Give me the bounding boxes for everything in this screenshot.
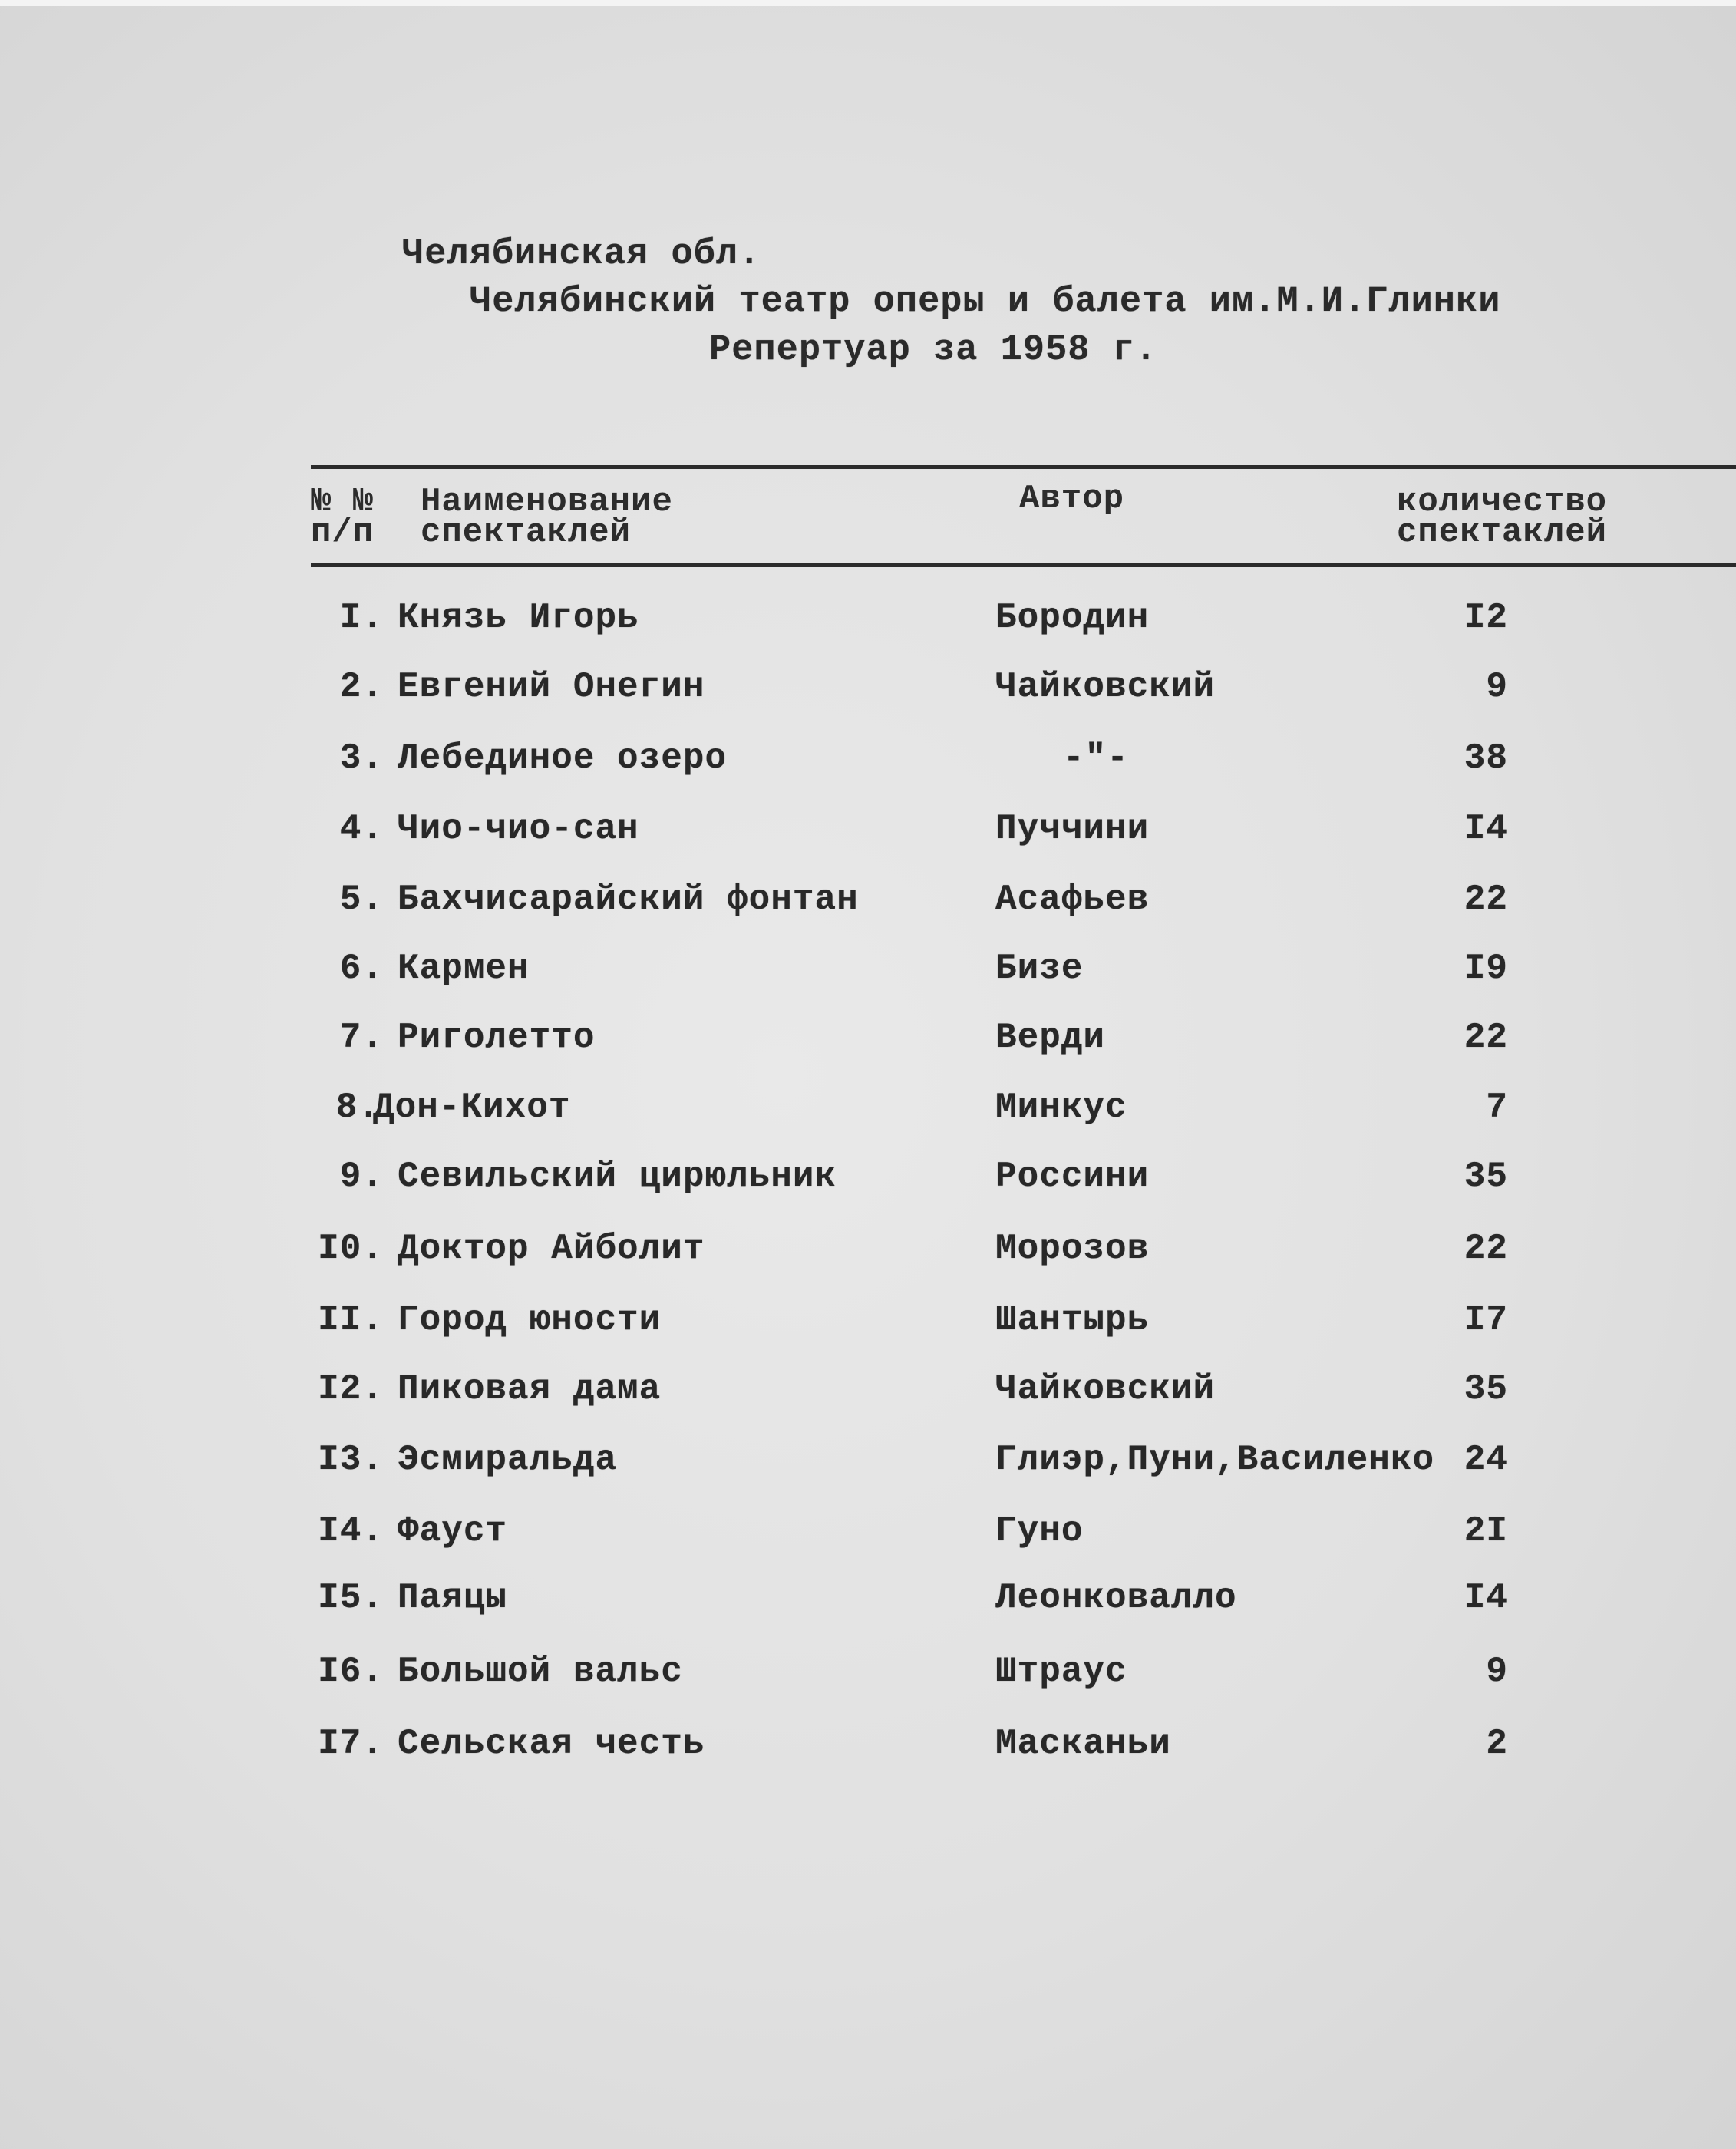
table-row	[0, 1015, 1736, 1061]
row-author: Глиэр,Пуни,Василенко	[995, 1440, 1435, 1480]
row-title: Сельская честь	[398, 1724, 705, 1764]
row-count: 38	[1464, 738, 1508, 778]
col-num-header-line1: № №	[311, 483, 375, 521]
table-row	[0, 1721, 1736, 1767]
row-author: Штраус	[995, 1652, 1127, 1692]
row-author: Масканьи	[995, 1724, 1171, 1764]
table-row	[0, 876, 1736, 923]
row-number: 3.	[339, 738, 384, 778]
table-row	[0, 1297, 1736, 1343]
row-title: Лебединое озеро	[398, 738, 728, 778]
col-num-header-line2: п/п	[311, 513, 375, 552]
row-title: Паяцы	[398, 1578, 508, 1618]
row-count: 35	[1464, 1369, 1508, 1409]
row-title: Князь Игорь	[398, 598, 639, 638]
col-count-header-line2: спектаклей	[1397, 513, 1608, 552]
row-number: 9.	[339, 1157, 384, 1197]
row-author: Морозов	[995, 1229, 1150, 1269]
row-count: 24	[1464, 1440, 1508, 1480]
row-author: Пуччини	[995, 809, 1150, 849]
row-number: 6.	[339, 949, 384, 989]
col-title-header-line2: спектаклей	[421, 513, 632, 552]
row-author: Бизе	[995, 949, 1084, 989]
row-number: I4.	[318, 1511, 384, 1551]
row-count: 7	[1486, 1088, 1508, 1127]
repertoire-title: Репертуар за 1958 г.	[709, 330, 1158, 371]
table-row	[0, 806, 1736, 852]
row-author: Леонковалло	[995, 1578, 1237, 1618]
row-author: -"-	[1063, 738, 1129, 778]
row-author: Шантырь	[995, 1300, 1150, 1340]
table-row	[0, 946, 1736, 992]
row-title: Риголетто	[398, 1018, 596, 1058]
row-author: Гуно	[995, 1511, 1084, 1551]
row-count: I2	[1464, 598, 1508, 638]
table-top-rule	[311, 465, 1736, 469]
row-count: I4	[1464, 809, 1508, 849]
row-title: Пиковая дама	[398, 1369, 662, 1409]
row-count: 9	[1486, 667, 1508, 707]
row-count: 35	[1464, 1157, 1508, 1197]
row-title: Большой вальс	[398, 1652, 683, 1692]
table-row	[0, 664, 1736, 710]
row-title: Севильский цирюльник	[398, 1157, 837, 1197]
row-author: Минкус	[995, 1088, 1127, 1127]
row-title: Евгений Онегин	[398, 667, 705, 707]
row-title: Эсмиральда	[398, 1440, 618, 1480]
row-number: I7.	[318, 1724, 384, 1764]
row-count: 22	[1464, 1229, 1508, 1269]
row-count: 2	[1486, 1724, 1508, 1764]
row-number: I2.	[318, 1369, 384, 1409]
table-row	[0, 1226, 1736, 1272]
table-row	[0, 1437, 1736, 1483]
row-number: 7.	[339, 1018, 384, 1058]
row-number: I5.	[318, 1578, 384, 1618]
institution-line: Челябинский театр оперы и балета им.М.И.Глинки	[470, 282, 1501, 322]
row-author: Россини	[995, 1157, 1150, 1197]
row-title: Дон-Кихот	[373, 1088, 571, 1127]
col-count-header-line1: количество	[1397, 483, 1608, 521]
row-number: 2.	[339, 667, 384, 707]
row-count: I9	[1464, 949, 1508, 989]
row-count: 22	[1464, 880, 1508, 919]
row-count: I4	[1464, 1578, 1508, 1618]
row-author: Чайковский	[995, 667, 1216, 707]
row-count: 9	[1486, 1652, 1508, 1692]
row-number: 4.	[339, 809, 384, 849]
row-title: Фауст	[398, 1511, 508, 1551]
row-number: 5.	[339, 880, 384, 919]
table-header-rule	[311, 563, 1736, 567]
table-row	[0, 1366, 1736, 1412]
row-author: Бородин	[995, 598, 1150, 638]
table-row	[0, 595, 1736, 641]
row-number: II.	[318, 1300, 384, 1340]
table-row	[0, 1575, 1736, 1621]
row-title: Бахчисарайский фонтан	[398, 880, 859, 919]
row-number: 8.	[335, 1088, 380, 1127]
col-title-header-line1: Наименование	[421, 483, 673, 521]
row-author: Чайковский	[995, 1369, 1216, 1409]
table-row	[0, 735, 1736, 781]
row-number: I3.	[318, 1440, 384, 1480]
row-author: Верди	[995, 1018, 1106, 1058]
row-author: Асафьев	[995, 880, 1150, 919]
row-count: 22	[1464, 1018, 1508, 1058]
row-count: I7	[1464, 1300, 1508, 1340]
row-count: 2I	[1464, 1511, 1508, 1551]
row-number: I6.	[318, 1652, 384, 1692]
region-line: Челябинская обл.	[402, 234, 761, 275]
row-title: Город юности	[398, 1300, 662, 1340]
table-row	[0, 1154, 1736, 1200]
table-row	[0, 1649, 1736, 1695]
paper-top-edge	[0, 0, 1736, 6]
col-author-header: Автор	[1019, 480, 1125, 518]
row-title: Чио-чио-сан	[398, 809, 639, 849]
row-number: I.	[339, 598, 384, 638]
row-number: I0.	[318, 1229, 384, 1269]
table-row	[0, 1508, 1736, 1554]
table-row	[0, 1084, 1736, 1131]
row-title: Доктор Айболит	[398, 1229, 705, 1269]
row-title: Кармен	[398, 949, 530, 989]
